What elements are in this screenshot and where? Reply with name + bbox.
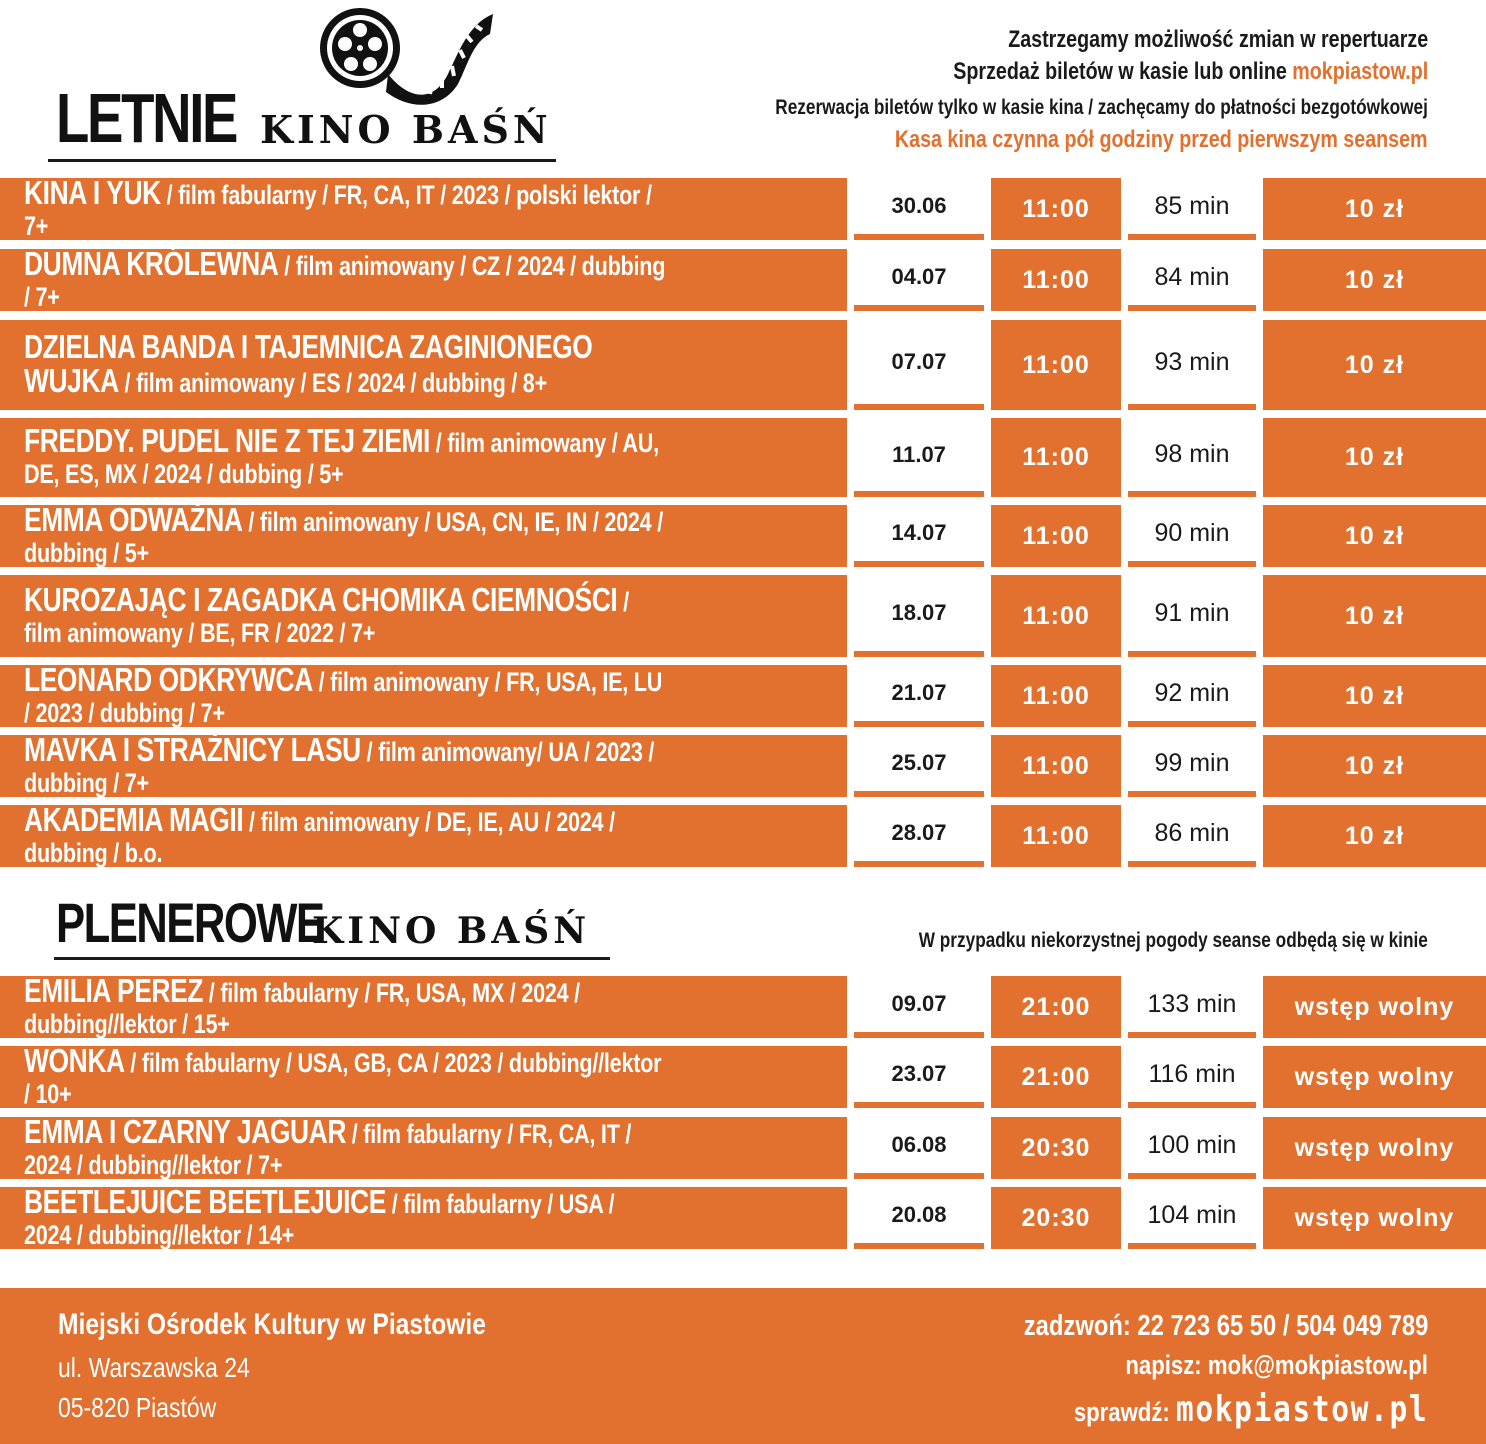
film-name: BEETLEJUICE BEETLEJUICE	[24, 1182, 386, 1220]
contact-email[interactable]: napisz: mok@mokpiastow.pl	[1125, 1350, 1428, 1380]
film-info: / film fabularny / USA, GB, CA / 2023 / dubbing//lektor / 10+	[24, 1047, 662, 1109]
org-name: Miejski Ośrodek Kultury w Piastowie	[58, 1308, 486, 1341]
time-cell: 11:00	[991, 575, 1121, 657]
contact-phone[interactable]: zadzwoń: 22 723 65 50 / 504 049 789	[1023, 1310, 1428, 1342]
film-name: DUMNA KRÓLEWNA	[24, 244, 279, 282]
time-cell: 21:00	[991, 976, 1121, 1038]
date-cell: 07.07	[854, 320, 984, 410]
duration-cell: 86 min	[1128, 805, 1256, 867]
screening-row	[0, 500, 1486, 568]
org-city: 05-820 Piastów	[58, 1392, 217, 1423]
film-info: / film animowany / USA, CN, IE, IN / 2024 / dubbing / 5+	[24, 506, 663, 568]
duration-cell: 104 min	[1128, 1187, 1256, 1249]
date-cell: 14.07	[854, 505, 984, 567]
film-name: EMILIA PEREZ	[24, 971, 204, 1009]
time-cell: 11:00	[991, 249, 1121, 311]
film-title-cell	[0, 1112, 847, 1180]
screening-row	[0, 971, 1486, 1039]
footer-website-link[interactable]: mokpiastow.pl	[1175, 1389, 1428, 1430]
film-info: / film fabularny / FR, USA, MX / 2024 / dubbing//lektor / 15+	[24, 977, 580, 1039]
price-cell: 10 zł	[1263, 320, 1486, 410]
film-title-cell	[0, 1182, 847, 1250]
time-cell: 21:00	[991, 1046, 1121, 1108]
film-name: WONKA	[24, 1041, 125, 1079]
film-name: EMMA ODWAŻNA	[24, 500, 243, 538]
date-cell: 30.06	[854, 178, 984, 240]
price-cell: 10 zł	[1263, 805, 1486, 867]
film-title-cell	[0, 1041, 847, 1109]
screening-row	[0, 1182, 1486, 1250]
price-cell: wstęp wolny	[1263, 1046, 1486, 1108]
date-cell: 21.07	[854, 665, 984, 727]
film-name: MAVKA I STRAŻNICY LASU	[24, 730, 361, 768]
film-info: / film animowany / AU, DE, ES, MX / 2024 / dubbing / 5+	[24, 428, 659, 489]
duration-cell: 85 min	[1128, 178, 1256, 240]
film-title-cell	[0, 244, 847, 312]
film-title-cell	[0, 575, 847, 657]
film-reel-icon	[318, 4, 498, 110]
time-cell: 11:00	[991, 320, 1121, 410]
time-cell: 20:30	[991, 1187, 1121, 1249]
screening-row	[0, 1041, 1486, 1109]
time-cell: 11:00	[991, 505, 1121, 567]
notice-box-office: Kasa kina czynna pół godziny przed pierwszym seansem	[895, 126, 1428, 153]
duration-cell: 92 min	[1128, 665, 1256, 727]
price-cell: wstęp wolny	[1263, 1117, 1486, 1179]
film-title-cell	[0, 971, 847, 1039]
price-cell: 10 zł	[1263, 418, 1486, 497]
price-cell: wstęp wolny	[1263, 976, 1486, 1038]
price-cell: 10 zł	[1263, 249, 1486, 311]
price-cell: 10 zł	[1263, 575, 1486, 657]
date-cell: 11.07	[854, 418, 984, 497]
screening-row	[0, 1112, 1486, 1180]
date-cell: 28.07	[854, 805, 984, 867]
outdoor-title-serif: KINO BAŚŃ	[312, 910, 591, 952]
screening-row	[0, 575, 1486, 657]
price-cell: 10 zł	[1263, 735, 1486, 797]
film-info: / film fabularny / FR, CA, IT / 2023 / polski lektor / 7+	[24, 179, 652, 241]
film-info: / film animowany / BE, FR / 2022 / 7+	[24, 586, 629, 648]
film-info: / film animowany / ES / 2024 / dubbing / 8+	[118, 368, 547, 398]
film-name: EMMA I CZARNY JAGUAR	[24, 1112, 347, 1150]
film-title-cell	[0, 320, 847, 410]
screening-row	[0, 418, 1486, 497]
film-title-cell	[0, 418, 847, 497]
date-cell: 04.07	[854, 249, 984, 311]
price-cell: 10 zł	[1263, 178, 1486, 240]
time-cell: 11:00	[991, 418, 1121, 497]
duration-cell: 116 min	[1128, 1046, 1256, 1108]
film-title-cell	[0, 730, 847, 798]
footer	[0, 1288, 1486, 1444]
price-cell: wstęp wolny	[1263, 1187, 1486, 1249]
film-title-cell	[0, 173, 847, 241]
film-name: KINA I YUK	[24, 173, 161, 211]
film-name: DZIELNA BANDA I TAJEMNICA ZAGINIONEGO WUJKA	[24, 328, 593, 399]
date-cell: 25.07	[854, 735, 984, 797]
time-cell: 11:00	[991, 665, 1121, 727]
contact-website	[1073, 1389, 1428, 1430]
notice-sales	[849, 60, 1428, 84]
notice-changes: Zastrzegamy możliwość zmian w repertuarze	[1008, 26, 1428, 53]
film-title-cell	[0, 660, 847, 728]
price-cell: 10 zł	[1263, 505, 1486, 567]
date-cell: 23.07	[854, 1046, 984, 1108]
date-cell: 18.07	[854, 575, 984, 657]
duration-cell: 133 min	[1128, 976, 1256, 1038]
screening-row	[0, 660, 1486, 728]
time-cell: 11:00	[991, 178, 1121, 240]
screening-row	[0, 800, 1486, 868]
duration-cell: 98 min	[1128, 418, 1256, 497]
film-info: / film animowany / CZ / 2024 / dubbing / 7+	[24, 250, 666, 312]
outdoor-title	[54, 891, 610, 960]
duration-cell: 91 min	[1128, 575, 1256, 657]
duration-cell: 93 min	[1128, 320, 1256, 410]
summer-title-big: LETNIE	[56, 79, 237, 157]
notice-sales-text: Sprzedaż biletów w kasie lub online	[953, 58, 1293, 85]
film-info: / film animowany / DE, IE, AU / 2024 / dubbing / b.o.	[24, 806, 615, 868]
date-cell: 09.07	[854, 976, 984, 1038]
outdoor-title-big: PLENEROWE	[56, 891, 324, 954]
film-name: FREDDY. PUDEL NIE Z TEJ ZIEMI	[24, 422, 430, 459]
website-label: sprawdź:	[1073, 1397, 1176, 1427]
screening-row	[0, 244, 1486, 312]
date-cell: 20.08	[854, 1187, 984, 1249]
time-cell: 20:30	[991, 1117, 1121, 1179]
screening-row	[0, 320, 1486, 410]
summer-title-serif: KINO BAŚŃ	[260, 107, 552, 152]
price-cell: 10 zł	[1263, 665, 1486, 727]
duration-cell: 84 min	[1128, 249, 1256, 311]
date-cell: 06.08	[854, 1117, 984, 1179]
film-info: / film fabularny / USA / 2024 / dubbing//lektor / 14+	[24, 1188, 615, 1250]
film-name: LEONARD ODKRYWCA	[24, 660, 313, 698]
screening-row	[0, 173, 1486, 241]
film-name: AKADEMIA MAGII	[24, 800, 244, 838]
time-cell: 11:00	[991, 735, 1121, 797]
duration-cell: 99 min	[1128, 735, 1256, 797]
film-info: / film fabularny / FR, CA, IT / 2024 / dubbing//lektor / 7+	[24, 1118, 632, 1180]
film-name: KUROZAJĄC I ZAGADKA CHOMIKA CIEMNOŚCI	[24, 580, 618, 618]
film-info: / film animowany/ UA / 2023 / dubbing / 7+	[24, 736, 655, 798]
film-title-cell	[0, 800, 847, 868]
time-cell: 11:00	[991, 805, 1121, 867]
film-info: / film animowany / FR, USA, IE, LU / 2023 / dubbing / 7+	[24, 666, 663, 728]
screening-row	[0, 730, 1486, 798]
website-link[interactable]: mokpiastow.pl	[1292, 58, 1428, 85]
duration-cell: 100 min	[1128, 1117, 1256, 1179]
film-title-cell	[0, 500, 847, 568]
weather-note: W przypadku niekorzystnej pogody seanse odbędą się w kinie	[918, 929, 1428, 952]
notice-reservation: Rezerwacja biletów tylko w kasie kina / zachęcamy do płatności bezgotówkowej	[775, 96, 1428, 119]
org-street: ul. Warszawska 24	[58, 1352, 250, 1383]
duration-cell: 90 min	[1128, 505, 1256, 567]
